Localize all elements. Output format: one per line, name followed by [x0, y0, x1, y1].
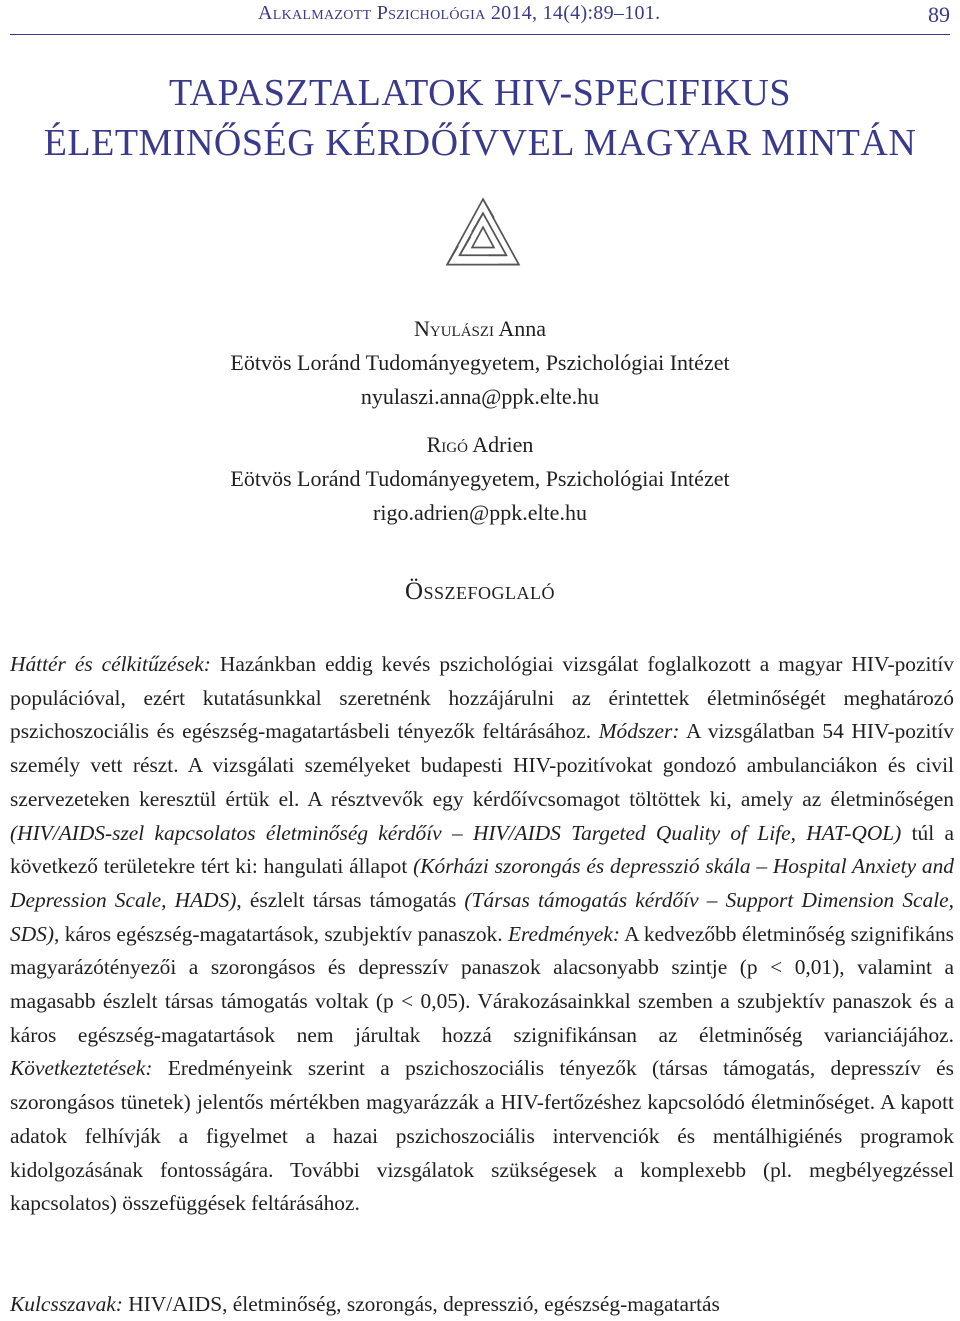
author-2-email[interactable]: rigo.adrien@ppk.elte.hu — [373, 500, 587, 525]
methods-italic-1: (HIV/AIDS-szel kapcsolatos életminőség kérdőív – HIV/AIDS Targeted Quality of Life, HAT-QOL) — [10, 820, 902, 845]
conclusions-text: Eredményeink szerint a pszichoszociális tényezők (társas támogatás, depresszív és szorongásos tünetek) jelentős mértékben magyarázzák a HIV-fertőzéshez kapcsolódó életminőséget. A kapott adatok felhívják a figyelmet a hazai pszichoszociális intervenciók és mentálhigiénés programok kidolgozásának fontosságára. További vizsgálatok szükségesek a komplexebb (pl. megbélyegzéssel kapcsolatos) összefüggések feltárásához. — [10, 1056, 954, 1216]
author-2 — [0, 428, 960, 530]
keywords-text: HIV/AIDS, életminőség, szorongás, depresszió, egészség-magatartás — [122, 1292, 720, 1316]
running-header — [10, 0, 950, 35]
article-title — [0, 68, 960, 168]
author-1-email[interactable]: nyulaszi.anna@ppk.elte.hu — [360, 384, 600, 409]
conclusions-label: Következtetések: — [10, 1056, 153, 1081]
author-1 — [0, 312, 960, 414]
author-list — [0, 312, 960, 544]
author-1-name — [0, 312, 960, 346]
methods-label: Módszer: — [591, 719, 680, 744]
abstract-paragraph — [10, 648, 954, 1221]
abstract-body — [10, 648, 954, 1221]
author-2-surname: Rigó — [426, 432, 468, 457]
journal-citation: Alkalmazott Pszichológia 2014, 14(4):89–101. — [258, 2, 661, 24]
results-text: A kedvezőbb életminőség szignifikáns magyarázótényezői a szorongásos és depresszív panaszok alacsonyabb szintje (p < 0,01), valamint a magasabb észlelt társas támogatás voltak (p < 0,05). Várakozásainkkal szemben a szubjektív panaszok és a káros egészség-magatartások nem járultak hozzá szignifikánsan az életminőség varianciájához. — [10, 921, 954, 1047]
page-number: 89 — [928, 2, 950, 27]
author-1-surname: Nyulászi — [413, 316, 495, 341]
abstract-heading: Összefoglaló — [404, 578, 556, 605]
author-1-affiliation: Eötvös Loránd Tudományegyetem, Pszichológiai Intézet — [230, 350, 730, 375]
background-label: Háttér és célkitűzések: — [10, 652, 211, 676]
author-2-affiliation: Eötvös Loránd Tudományegyetem, Pszichológiai Intézet — [230, 466, 730, 491]
author-2-name — [0, 428, 960, 462]
keywords — [10, 1288, 954, 1321]
results-label: Eredmények: — [502, 921, 620, 946]
methods-italic-3: (Társas támogatás kérdőív – Support Dimension Scale, SDS) — [10, 887, 954, 946]
methods-text-4: , káros egészség-magatartások, szubjektív panaszok. — [53, 921, 503, 946]
methods-text-3: , észlelt társas támogatás — [236, 887, 465, 912]
methods-text-1: A vizsgálatban 54 HIV-pozitív személy vett részt. A vizsgálati személyeket budapesti HIV-pozitívokat gondozó ambulanciákon és civil szervezeteken keresztül értük el. A résztvevők egy kérdőívcsomagot töltöttek ki, amely az életminőségen — [10, 719, 954, 811]
author-1-given: Anna — [498, 316, 546, 341]
methods-italic-2: (Kórházi szorongás és depresszió skála – Hospital Anxiety and Depression Scale, HADS) — [10, 854, 954, 912]
background-text: Hazánkban eddig kevés pszichológiai vizsgálat foglalkozott a magyar HIV-pozitív populációval, ezért kutatásunkkal szeretnénk hozzájárulni az érintettek életminőségét meghatározó pszichoszociális és egészség-magatartásbeli tényezők feltárásához. — [10, 652, 954, 744]
keywords-label: Kulcsszavak: — [10, 1292, 123, 1316]
impossible-triangle-logo-icon — [444, 196, 522, 274]
methods-text-2: túl a következő területekre tért ki: hangulati állapot — [10, 820, 954, 879]
author-2-given: Adrien — [472, 432, 534, 457]
title-line-1: TAPASZTALATOK HIV-SPECIFIKUS — [169, 72, 791, 114]
title-line-2: ÉLETMINŐSÉG KÉRDŐÍVVEL MAGYAR MINTÁN — [43, 122, 917, 164]
